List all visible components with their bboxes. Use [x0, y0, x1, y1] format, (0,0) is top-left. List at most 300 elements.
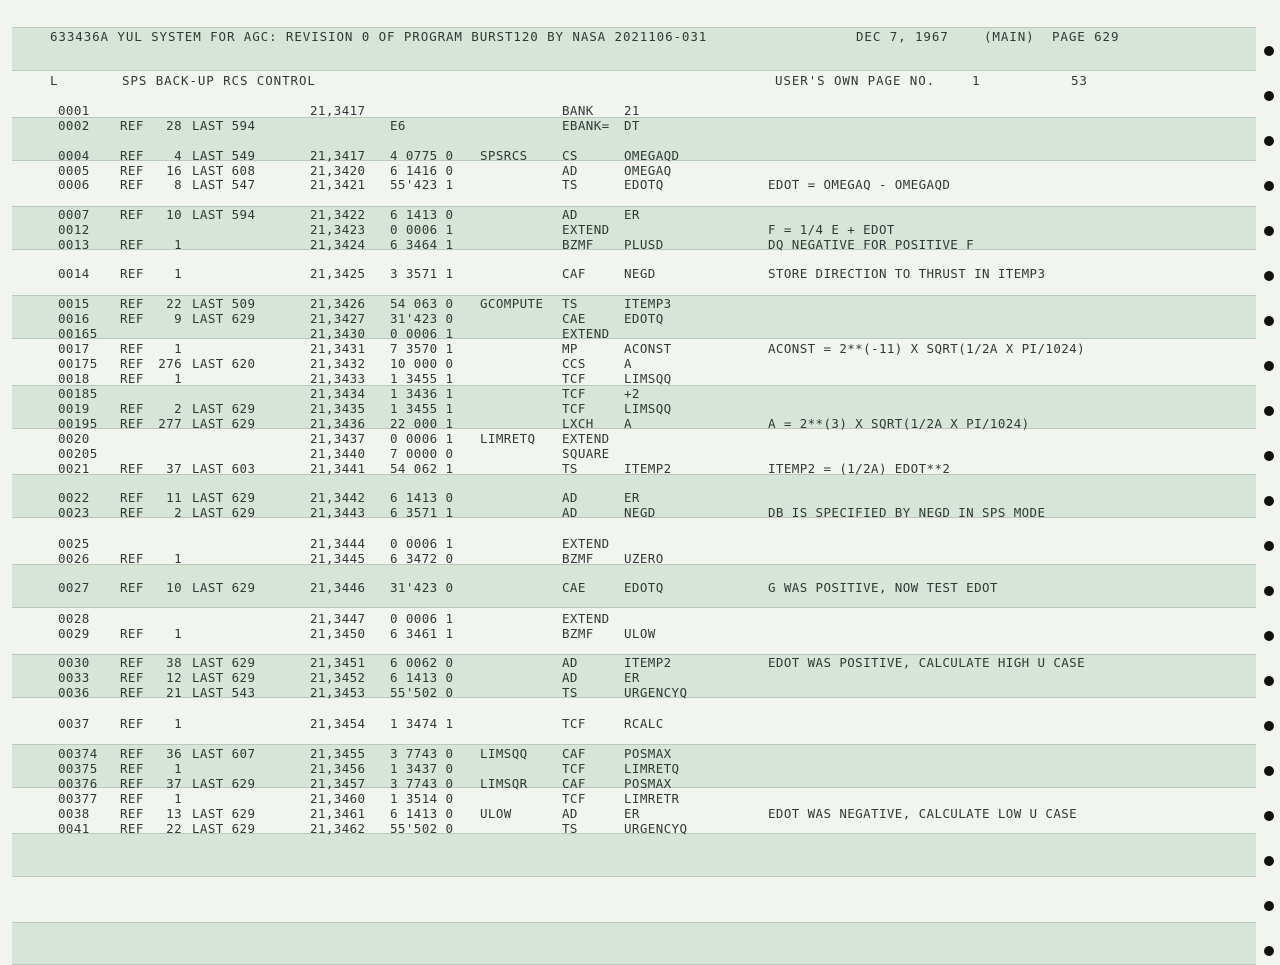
- row-opcode: CCS: [562, 356, 586, 371]
- listing-row: [0, 461, 1280, 476]
- row-ref-count: 277: [158, 416, 182, 431]
- users-page-label: USER'S OWN PAGE NO.: [775, 73, 936, 88]
- row-opcode: AD: [562, 505, 578, 520]
- row-operand: EDOTQ: [624, 311, 664, 326]
- row-ref: REF: [120, 716, 144, 731]
- row-last-ref: LAST 629: [192, 490, 256, 505]
- listing-title: 633436A YUL SYSTEM FOR AGC: REVISION 0 OF PROGRAM BURST120 BY NASA 2021106-031: [50, 29, 708, 44]
- row-comment: STORE DIRECTION TO THRUST IN ITEMP3: [768, 266, 1046, 281]
- row-address: 21,3441: [310, 461, 366, 476]
- row-operand: POSMAX: [624, 746, 672, 761]
- row-ref-count: 37: [166, 461, 182, 476]
- listing-row: [0, 626, 1280, 641]
- listing-row: [0, 296, 1280, 311]
- row-operand: NEGD: [624, 266, 656, 281]
- row-comment: ITEMP2 = (1/2A) EDOT**2: [768, 461, 951, 476]
- row-address: 21,3440: [310, 446, 366, 461]
- row-ref-count: 36: [166, 746, 182, 761]
- listing-row: [0, 311, 1280, 326]
- listing-context: (MAIN): [984, 29, 1035, 44]
- row-opcode: TCF: [562, 386, 586, 401]
- row-last-ref: LAST 620: [192, 356, 256, 371]
- row-operand: +2: [624, 386, 640, 401]
- row-opcode: EXTEND: [562, 536, 610, 551]
- row-last-ref: LAST 629: [192, 670, 256, 685]
- row-address: 21,3443: [310, 505, 366, 520]
- row-ref-count: 2: [174, 401, 182, 416]
- row-seq: 0022: [58, 490, 90, 505]
- row-ref: REF: [120, 685, 144, 700]
- row-octal-word: 31'423 0: [390, 311, 454, 326]
- row-octal-word: 6 3464 1: [390, 237, 454, 252]
- row-seq: 0018: [58, 371, 90, 386]
- row-ref: REF: [120, 461, 144, 476]
- row-seq: 0007: [58, 207, 90, 222]
- listing-row: [0, 670, 1280, 685]
- row-operand: A: [624, 356, 632, 371]
- row-octal-word: 0 0006 1: [390, 326, 454, 341]
- row-ref-count: 28: [166, 118, 182, 133]
- row-opcode: EBANK=: [562, 118, 610, 133]
- row-address: 21,3444: [310, 536, 366, 551]
- row-operand: ER: [624, 806, 640, 821]
- row-comment: A = 2**(3) X SQRT(1/2A X PI/1024): [768, 416, 1030, 431]
- listing-row: [0, 791, 1280, 806]
- feed-hole: [1264, 46, 1274, 56]
- log-letter: L: [50, 73, 59, 88]
- row-last-ref: LAST 629: [192, 580, 256, 595]
- row-ref: REF: [120, 163, 144, 178]
- row-octal-word: 1 3437 0: [390, 761, 454, 776]
- paper-band: [12, 833, 1256, 877]
- row-operand: PLUSD: [624, 237, 664, 252]
- row-label: ULOW: [480, 806, 512, 821]
- row-last-ref: LAST 549: [192, 148, 256, 163]
- row-address: 21,3417: [310, 103, 366, 118]
- row-address: 21,3436: [310, 416, 366, 431]
- row-opcode: BZMF: [562, 551, 594, 566]
- listing-row: [0, 490, 1280, 505]
- row-address: 21,3435: [310, 401, 366, 416]
- row-ref: REF: [120, 148, 144, 163]
- row-last-ref: LAST 629: [192, 401, 256, 416]
- row-opcode: AD: [562, 806, 578, 821]
- row-ref: REF: [120, 311, 144, 326]
- listing-row: [0, 685, 1280, 700]
- row-ref-count: 12: [166, 670, 182, 685]
- row-opcode: CAF: [562, 776, 586, 791]
- row-seq: 0005: [58, 163, 90, 178]
- row-opcode: BZMF: [562, 626, 594, 641]
- row-seq: 0038: [58, 806, 90, 821]
- row-ref-count: 9: [174, 311, 182, 326]
- row-seq: 0006: [58, 177, 90, 192]
- row-opcode: AD: [562, 163, 578, 178]
- row-operand: NEGD: [624, 505, 656, 520]
- row-label: LIMSQQ: [480, 746, 528, 761]
- row-last-ref: LAST 629: [192, 311, 256, 326]
- row-address: 21,3425: [310, 266, 366, 281]
- row-ref: REF: [120, 237, 144, 252]
- row-operand: OMEGAQD: [624, 148, 680, 163]
- row-seq: 0026: [58, 551, 90, 566]
- row-last-ref: LAST 607: [192, 746, 256, 761]
- row-octal-word: 6 3461 1: [390, 626, 454, 641]
- listing-row: [0, 505, 1280, 520]
- listing-row: [0, 148, 1280, 163]
- row-last-ref: LAST 543: [192, 685, 256, 700]
- row-comment: EDOT WAS NEGATIVE, CALCULATE LOW U CASE: [768, 806, 1078, 821]
- row-opcode: BANK: [562, 103, 594, 118]
- row-seq: 0030: [58, 655, 90, 670]
- row-octal-word: 0 0006 1: [390, 611, 454, 626]
- row-ref-count: 21: [166, 685, 182, 700]
- row-seq: 0023: [58, 505, 90, 520]
- row-seq: 0037: [58, 716, 90, 731]
- row-octal-word: 7 0000 0: [390, 446, 454, 461]
- row-opcode: CAF: [562, 266, 586, 281]
- listing-row: [0, 103, 1280, 118]
- row-octal-word: 0 0006 1: [390, 536, 454, 551]
- row-last-ref: LAST 547: [192, 177, 256, 192]
- row-seq: 0033: [58, 670, 90, 685]
- row-ref: REF: [120, 490, 144, 505]
- row-octal-word: 22 000 1: [390, 416, 454, 431]
- feed-hole: [1264, 946, 1274, 956]
- row-operand: ITEMP3: [624, 296, 672, 311]
- row-last-ref: LAST 629: [192, 505, 256, 520]
- listing-row: [0, 655, 1280, 670]
- row-octal-word: 3 7743 0: [390, 776, 454, 791]
- row-last-ref: LAST 594: [192, 207, 256, 222]
- row-last-ref: LAST 608: [192, 163, 256, 178]
- row-ref: REF: [120, 416, 144, 431]
- row-ref-count: 2: [174, 505, 182, 520]
- row-operand: ER: [624, 670, 640, 685]
- row-opcode: CAF: [562, 746, 586, 761]
- row-operand: DT: [624, 118, 640, 133]
- row-last-ref: LAST 629: [192, 416, 256, 431]
- row-comment: G WAS POSITIVE, NOW TEST EDOT: [768, 580, 998, 595]
- row-opcode: EXTEND: [562, 222, 610, 237]
- row-octal-word: 1 3514 0: [390, 791, 454, 806]
- row-operand: ULOW: [624, 626, 656, 641]
- row-seq: 00205: [58, 446, 98, 461]
- row-opcode: MP: [562, 341, 578, 356]
- row-ref: REF: [120, 791, 144, 806]
- listing-row: [0, 446, 1280, 461]
- row-last-ref: LAST 594: [192, 118, 256, 133]
- row-ref-count: 22: [166, 296, 182, 311]
- feed-hole: [1264, 901, 1274, 911]
- row-ref: REF: [120, 341, 144, 356]
- listing-date: DEC 7, 1967: [856, 29, 949, 44]
- row-octal-word: 6 1413 0: [390, 670, 454, 685]
- row-operand: ITEMP2: [624, 461, 672, 476]
- row-opcode: LXCH: [562, 416, 594, 431]
- row-ref-count: 1: [174, 626, 182, 641]
- row-ref: REF: [120, 207, 144, 222]
- row-address: 21,3421: [310, 177, 366, 192]
- row-seq: 0020: [58, 431, 90, 446]
- row-last-ref: LAST 629: [192, 776, 256, 791]
- row-octal-word: 1 3474 1: [390, 716, 454, 731]
- row-opcode: TCF: [562, 401, 586, 416]
- row-octal-word: 3 7743 0: [390, 746, 454, 761]
- row-ref-count: 11: [166, 490, 182, 505]
- row-operand: EDOTQ: [624, 580, 664, 595]
- row-operand: LIMRETQ: [624, 761, 680, 776]
- listing-row: [0, 341, 1280, 356]
- row-seq: 0019: [58, 401, 90, 416]
- row-last-ref: LAST 603: [192, 461, 256, 476]
- row-address: 21,3417: [310, 148, 366, 163]
- row-address: 21,3445: [310, 551, 366, 566]
- row-octal-word: 1 3455 1: [390, 401, 454, 416]
- row-opcode: TS: [562, 296, 578, 311]
- listing-row: [0, 386, 1280, 401]
- row-octal-word: 6 3472 0: [390, 551, 454, 566]
- row-ref-count: 1: [174, 371, 182, 386]
- row-last-ref: LAST 629: [192, 806, 256, 821]
- row-comment: DB IS SPECIFIED BY NEGD IN SPS MODE: [768, 505, 1046, 520]
- row-opcode: TS: [562, 461, 578, 476]
- listing-row: [0, 806, 1280, 821]
- row-operand: URGENCYQ: [624, 685, 688, 700]
- row-opcode: CS: [562, 148, 578, 163]
- row-seq: 0015: [58, 296, 90, 311]
- row-ref: REF: [120, 761, 144, 776]
- row-opcode: AD: [562, 490, 578, 505]
- row-opcode: TS: [562, 685, 578, 700]
- row-ref-count: 1: [174, 791, 182, 806]
- users-page-no: 1: [972, 73, 981, 88]
- row-comment: ACONST = 2**(-11) X SQRT(1/2A X PI/1024): [768, 341, 1086, 356]
- row-ref-count: 276: [158, 356, 182, 371]
- row-ref: REF: [120, 177, 144, 192]
- listing-row: [0, 266, 1280, 281]
- row-ref: REF: [120, 551, 144, 566]
- row-octal-word: 55'502 0: [390, 821, 454, 836]
- row-octal-word: 55'423 1: [390, 177, 454, 192]
- row-octal-word: 55'502 0: [390, 685, 454, 700]
- row-address: 21,3452: [310, 670, 366, 685]
- row-seq: 0002: [58, 118, 90, 133]
- row-ref-count: 22: [166, 821, 182, 836]
- row-address: 21,3455: [310, 746, 366, 761]
- row-operand: 21: [624, 103, 640, 118]
- row-seq: 0027: [58, 580, 90, 595]
- row-ref-count: 1: [174, 237, 182, 252]
- row-octal-word: 0 0006 1: [390, 222, 454, 237]
- row-opcode: SQUARE: [562, 446, 610, 461]
- row-octal-word: 6 1416 0: [390, 163, 454, 178]
- row-ref: REF: [120, 776, 144, 791]
- section-code: 53: [1071, 73, 1088, 88]
- row-ref-count: 1: [174, 551, 182, 566]
- row-ref: REF: [120, 626, 144, 641]
- row-opcode: EXTEND: [562, 326, 610, 341]
- row-opcode: TCF: [562, 791, 586, 806]
- row-address: 21,3461: [310, 806, 366, 821]
- row-ref-count: 1: [174, 266, 182, 281]
- row-label: LIMSQR: [480, 776, 528, 791]
- listing-row: [0, 207, 1280, 222]
- listing-row: [0, 551, 1280, 566]
- row-address: 21,3424: [310, 237, 366, 252]
- row-operand: OMEGAQ: [624, 163, 672, 178]
- listing-row: [0, 580, 1280, 595]
- row-last-ref: LAST 629: [192, 821, 256, 836]
- row-ref-count: 13: [166, 806, 182, 821]
- feed-hole: [1264, 91, 1274, 101]
- row-ref: REF: [120, 118, 144, 133]
- row-ref-count: 10: [166, 580, 182, 595]
- section-title: SPS BACK-UP RCS CONTROL: [122, 73, 316, 88]
- listing-row: [0, 401, 1280, 416]
- listing-row: [0, 371, 1280, 386]
- listing-row: [0, 716, 1280, 731]
- row-seq: 0013: [58, 237, 90, 252]
- row-opcode: AD: [562, 655, 578, 670]
- row-seq: 0029: [58, 626, 90, 641]
- row-comment: EDOT = OMEGAQ - OMEGAQD: [768, 177, 951, 192]
- row-octal-word: 10 000 0: [390, 356, 454, 371]
- listing-row: [0, 821, 1280, 836]
- row-seq: 0021: [58, 461, 90, 476]
- row-octal-word: 3 3571 1: [390, 266, 454, 281]
- row-octal-word: 6 1413 0: [390, 806, 454, 821]
- row-address: 21,3427: [310, 311, 366, 326]
- feed-hole: [1264, 136, 1274, 146]
- row-octal-word: 54 063 0: [390, 296, 454, 311]
- row-address: 21,3437: [310, 431, 366, 446]
- row-address: 21,3430: [310, 326, 366, 341]
- row-label: LIMRETQ: [480, 431, 536, 446]
- row-comment: EDOT WAS POSITIVE, CALCULATE HIGH U CASE: [768, 655, 1086, 670]
- row-operand: EDOTQ: [624, 177, 664, 192]
- feed-hole: [1264, 856, 1274, 866]
- row-address: 21,3431: [310, 341, 366, 356]
- row-last-ref: LAST 629: [192, 655, 256, 670]
- row-address: 21,3456: [310, 761, 366, 776]
- row-last-ref: LAST 509: [192, 296, 256, 311]
- listing-row: [0, 431, 1280, 446]
- row-address: 21,3457: [310, 776, 366, 791]
- row-ref-count: 38: [166, 655, 182, 670]
- row-address: 21,3423: [310, 222, 366, 237]
- row-ref: REF: [120, 655, 144, 670]
- row-seq: 00165: [58, 326, 98, 341]
- row-seq: 0014: [58, 266, 90, 281]
- row-ref: REF: [120, 296, 144, 311]
- row-address: 21,3451: [310, 655, 366, 670]
- listing-row: [0, 761, 1280, 776]
- row-address: 21,3453: [310, 685, 366, 700]
- row-ref: REF: [120, 806, 144, 821]
- listing-row: [0, 222, 1280, 237]
- listing-row: [0, 237, 1280, 252]
- row-seq: 00376: [58, 776, 98, 791]
- row-operand: UZERO: [624, 551, 664, 566]
- row-ref: REF: [120, 746, 144, 761]
- row-seq: 0001: [58, 103, 90, 118]
- row-octal-word: E6: [390, 118, 406, 133]
- row-octal-word: 0 0006 1: [390, 431, 454, 446]
- row-ref: REF: [120, 670, 144, 685]
- row-operand: LIMSQQ: [624, 371, 672, 386]
- listing-row: [0, 326, 1280, 341]
- row-seq: 00374: [58, 746, 98, 761]
- row-opcode: TCF: [562, 371, 586, 386]
- row-comment: DQ NEGATIVE FOR POSITIVE F: [768, 237, 975, 252]
- row-ref-count: 8: [174, 177, 182, 192]
- listing-row: [0, 416, 1280, 431]
- row-ref: REF: [120, 821, 144, 836]
- row-opcode: CAE: [562, 311, 586, 326]
- page-number: PAGE 629: [1052, 29, 1120, 44]
- row-ref: REF: [120, 371, 144, 386]
- row-operand: ER: [624, 490, 640, 505]
- row-address: 21,3454: [310, 716, 366, 731]
- row-seq: 00185: [58, 386, 98, 401]
- row-octal-word: 7 3570 1: [390, 341, 454, 356]
- row-seq: 00377: [58, 791, 98, 806]
- row-octal-word: 6 0062 0: [390, 655, 454, 670]
- row-ref-count: 1: [174, 761, 182, 776]
- listing-row: [0, 746, 1280, 761]
- listing-row: [0, 163, 1280, 178]
- row-operand: A: [624, 416, 632, 431]
- row-seq: 0012: [58, 222, 90, 237]
- row-opcode: TCF: [562, 761, 586, 776]
- row-address: 21,3460: [310, 791, 366, 806]
- listing-row: [0, 356, 1280, 371]
- row-ref-count: 1: [174, 716, 182, 731]
- row-address: 21,3450: [310, 626, 366, 641]
- row-address: 21,3462: [310, 821, 366, 836]
- row-ref-count: 37: [166, 776, 182, 791]
- row-label: GCOMPUTE: [480, 296, 544, 311]
- row-opcode: TS: [562, 821, 578, 836]
- paper-band: [12, 922, 1256, 965]
- row-address: 21,3433: [310, 371, 366, 386]
- row-opcode: BZMF: [562, 237, 594, 252]
- listing-row: [0, 177, 1280, 192]
- row-seq: 00175: [58, 356, 98, 371]
- row-address: 21,3447: [310, 611, 366, 626]
- row-ref-count: 10: [166, 207, 182, 222]
- row-operand: URGENCYQ: [624, 821, 688, 836]
- listing-row: [0, 536, 1280, 551]
- row-opcode: TS: [562, 177, 578, 192]
- row-seq: 00195: [58, 416, 98, 431]
- row-seq: 0025: [58, 536, 90, 551]
- listing-row: [0, 118, 1280, 133]
- row-operand: LIMSQQ: [624, 401, 672, 416]
- row-seq: 0036: [58, 685, 90, 700]
- row-operand: POSMAX: [624, 776, 672, 791]
- row-opcode: CAE: [562, 580, 586, 595]
- row-opcode: AD: [562, 207, 578, 222]
- row-ref: REF: [120, 266, 144, 281]
- row-operand: RCALC: [624, 716, 664, 731]
- row-address: 21,3420: [310, 163, 366, 178]
- row-label: SPSRCS: [480, 148, 528, 163]
- row-ref-count: 16: [166, 163, 182, 178]
- row-ref-count: 1: [174, 341, 182, 356]
- row-octal-word: 4 0775 0: [390, 148, 454, 163]
